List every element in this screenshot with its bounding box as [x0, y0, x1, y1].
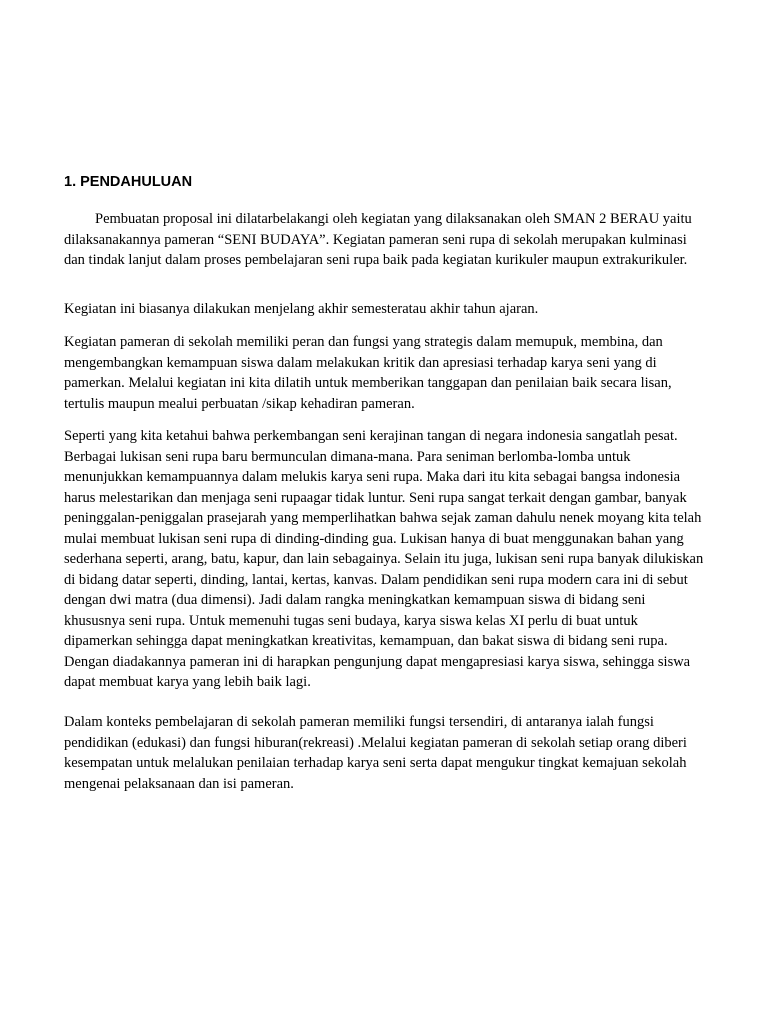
paragraph-5: Dalam konteks pembelajaran di sekolah pameran memiliki fungsi tersendiri, di antaranya ialah fungsi pendidikan (edukasi) dan fungsi hiburan(rekreasi) .Melalui kegiatan pameran di sekolah setiap orang diberi kesempatan untuk melalukan penilaian terhadap karya seni serta dapat mengukur tingkat kemajuan sekolah mengenai pelaksanaan dan isi pameran. — [64, 714, 687, 792]
paragraph-3: Kegiatan pameran di sekolah memiliki peran dan fungsi yang strategis dalam memupuk, membina, dan mengembangkan kemampuan siswa dalam melakukan kritik dan apresiasi terhadap karya seni yang di pamerkan. Melalui kegiatan ini kita dilatih untuk memberikan tanggapan dan penilaian baik secara lisan, tertulis maupun mealui perbuatan /sikap kehadiran pameran. — [64, 334, 672, 412]
paragraph-4: Seperti yang kita ketahui bahwa perkembangan seni kerajinan tangan di negara indonesia sangatlah pesat. Berbagai lukisan seni rupa baru bermunculan dimana-mana. Para seniman berlomba-lomba untuk menunjukkan kemampuannya dalam melukis karya seni rupa. Maka dari itu kita sebagai bangsa indonesia harus melestarikan dan menjaga seni rupaagar tidak luntur. Seni rupa sangat terkait dengan gambar, banyak peninggalan-peniggalan prasejarah yang memperlihatkan bahwa sejak zaman dahulu nenek moyang kita telah mulai membuat lukisan seni rupa di dinding-dinding gua. Lukisan hanya di buat menggunakan bahan yang sederhana seperti, arang, batu, kapur, dan lain sebagainya. Selain itu juga, lukisan seni rupa banyak dilukiskan di bidang datar seperti, dinding, lantai, kertas, kanvas. Dalam pendidikan seni rupa modern cara ini di sebut dengan dwi matra (dua dimensi). Jadi dalam rangka meningkatkan kemampuan siswa di bidang seni khususnya seni rupa. Untuk memenuhi tugas seni budaya, karya siswa kelas XI perlu di buat untuk dipamerkan sehingga dapat meningkatkan kreativitas, kemampuan, dan bakat siswa di bidang seni rupa. Dengan diadakannya pameran ini di harapkan pengunjung dapat mengapresiasi karya siswa, sehingga siswa dapat membuat karya yang lebih baik lagi. — [64, 428, 704, 690]
section-heading: 1. PENDAHULUAN — [64, 174, 193, 190]
paragraph-1: Pembuatan proposal ini dilatarbelakangi oleh kegiatan yang dilaksanakan oleh SMAN 2 BERAU yaitu dilaksanakannya pameran “SENI BUDAYA”. Kegiatan pameran seni rupa di sekolah merupakan kulminasi dan tindak lanjut dalam proses pembelajaran seni rupa baik pada kegiatan kurikuler maupun extrakurikuler. — [64, 211, 692, 268]
paragraph-2: Kegiatan ini biasanya dilakukan menjelang akhir semesteratau akhir tahun ajaran. — [64, 301, 539, 317]
